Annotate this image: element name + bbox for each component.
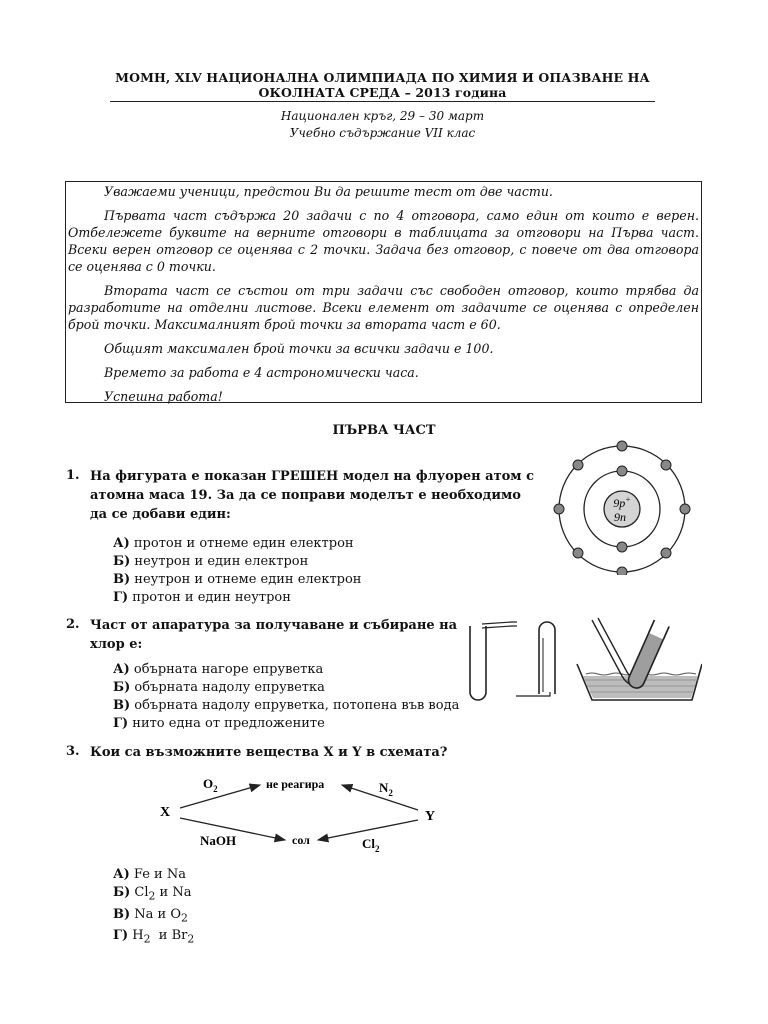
instructions-paragraph: Времето за работа е 4 астрономически часа. bbox=[104, 365, 419, 380]
instructions-box bbox=[65, 181, 702, 403]
electron bbox=[617, 441, 627, 451]
option-subscript: 2 bbox=[148, 889, 156, 903]
answer-option[interactable] bbox=[113, 715, 459, 733]
option-text: обърната надолу епруветка, потопена във вода bbox=[134, 698, 460, 713]
option-text: и Br bbox=[150, 928, 188, 944]
instructions-paragraph: Общият максимален брой точки за всички задачи е 100. bbox=[104, 341, 494, 356]
question-number: 3. bbox=[66, 744, 80, 759]
answer-option[interactable] bbox=[113, 571, 361, 589]
answer-option[interactable] bbox=[113, 679, 459, 697]
nucleus-neutrons-label: 9n bbox=[614, 510, 626, 524]
question-text-line: атомна маса 19. За да се поправи моделът е необходимо bbox=[90, 488, 521, 503]
option-letter: В) bbox=[113, 572, 131, 587]
answer-option[interactable] bbox=[113, 589, 361, 607]
question-1-options bbox=[113, 535, 361, 607]
round-subtitle: Национален кръг, 29 – 30 март bbox=[280, 109, 485, 123]
option-subscript: 2 bbox=[187, 932, 195, 946]
option-letter: Б) bbox=[113, 680, 131, 695]
answer-option[interactable] bbox=[113, 661, 459, 679]
header-title-line1: МОМН, XLV НАЦИОНАЛНА ОЛИМПИАДА ПО ХИМИЯ И ОПАЗВАНЕ НА bbox=[115, 70, 650, 85]
instructions-paragraph: Втората част се състои от три задачи със свободен отговор, които трябва да разработите на отделни листове. Всеки елемент от задачите се оценява с определен брой точки. Максималният брой точки за втората част е 60. bbox=[68, 283, 699, 332]
cl2-label: $Cl_2$ bbox=[362, 836, 380, 854]
question-text-line: да се добави един: bbox=[90, 507, 231, 522]
n2-label: $N_2$ bbox=[379, 780, 393, 798]
upright-test-tube bbox=[470, 622, 517, 700]
electron bbox=[573, 460, 583, 470]
water-trough bbox=[577, 618, 702, 700]
question-text-line: Част от апаратура за получаване и събиране на bbox=[90, 618, 458, 633]
electron bbox=[680, 504, 690, 514]
header-title-line2: ОКОЛНАТА СРЕДА – 2013 година bbox=[258, 85, 507, 100]
question-text-line: хлор е: bbox=[90, 637, 143, 652]
option-text: протон и един неутрон bbox=[132, 590, 291, 605]
answer-option[interactable] bbox=[113, 906, 194, 928]
option-text: Fe и Na bbox=[133, 867, 186, 882]
o2-label: $O_2$ bbox=[203, 776, 218, 794]
question-2-text bbox=[90, 616, 470, 654]
option-letter: А) bbox=[113, 867, 130, 882]
option-text: неутрон и един електрон bbox=[134, 554, 309, 569]
answer-option[interactable] bbox=[113, 884, 194, 906]
naoh-label: NaOH bbox=[200, 833, 237, 848]
option-text: обърната нагоре епруветка bbox=[133, 662, 324, 677]
inverted-test-tube bbox=[516, 622, 555, 696]
electron bbox=[554, 504, 564, 514]
substance-x-label: X bbox=[160, 805, 171, 820]
document-header bbox=[110, 70, 655, 100]
option-text: Cl bbox=[134, 885, 149, 900]
option-text: неутрон и отнеме един електрон bbox=[134, 572, 362, 587]
instructions-paragraph: Уважаеми ученици, предстои Ви да решите тест от две части. bbox=[104, 184, 553, 199]
no-reaction-label: не реагира bbox=[266, 777, 325, 791]
electron bbox=[661, 548, 671, 558]
option-subscript: 2 bbox=[143, 932, 151, 946]
question-3-text: Кои са възможните вещества X и Y в схемата? bbox=[90, 745, 448, 760]
substance-y-label: Y bbox=[425, 809, 436, 824]
option-text: протон и отнеме един електрон bbox=[133, 536, 354, 551]
option-text: и Na bbox=[155, 885, 192, 900]
arrow-x-to-no-reaction bbox=[180, 785, 260, 808]
electron bbox=[617, 567, 627, 575]
option-letter: Г) bbox=[113, 716, 129, 731]
option-text: обърната надолу епруветка bbox=[134, 680, 325, 695]
reaction-scheme bbox=[150, 768, 450, 858]
option-letter: Г) bbox=[113, 590, 129, 605]
answer-option[interactable] bbox=[113, 535, 361, 553]
test-tubes-figure bbox=[462, 614, 702, 704]
option-letter: В) bbox=[113, 906, 131, 922]
electron bbox=[573, 548, 583, 558]
fluorine-atom-figure bbox=[548, 440, 698, 575]
answer-option[interactable] bbox=[113, 697, 459, 715]
option-letter: А) bbox=[113, 662, 130, 677]
option-letter: Б) bbox=[113, 885, 131, 900]
option-letter: А) bbox=[113, 536, 130, 551]
level-subtitle: Учебно съдържание VII клас bbox=[289, 126, 476, 140]
electron bbox=[617, 466, 627, 476]
question-2-options bbox=[113, 661, 459, 733]
option-letter: Б) bbox=[113, 554, 131, 569]
salt-label: сол bbox=[292, 833, 310, 847]
answer-option[interactable] bbox=[113, 553, 361, 571]
option-subscript: 2 bbox=[181, 911, 188, 925]
instructions-paragraph: Първата част съдържа 20 задачи с по 4 отговора, само един от които е верен. Отбележете буквите на верните отговори в таблицата за отговори на Първа част. Всеки верен отговор се оценява с 2 точки. Задача без отговор, с повече от два отговора се оценява с 0 точки. bbox=[68, 208, 699, 274]
question-3-options bbox=[113, 866, 194, 949]
question-number: 1. bbox=[66, 468, 80, 483]
option-letter: Г) bbox=[113, 928, 129, 944]
answer-option[interactable] bbox=[113, 927, 194, 949]
instructions-paragraph: Успешна работа! bbox=[104, 389, 223, 404]
electron bbox=[617, 542, 627, 552]
header-divider bbox=[110, 101, 655, 102]
answer-option[interactable] bbox=[113, 866, 194, 884]
question-number: 2. bbox=[66, 617, 80, 632]
nucleus-protons-label: 9p+ bbox=[613, 495, 631, 510]
question-text-line: На фигурата е показан ГРЕШЕН модел на флуорен атом с bbox=[90, 469, 535, 484]
electron bbox=[661, 460, 671, 470]
option-text: Na и O bbox=[134, 906, 181, 922]
option-text: нито една от предложените bbox=[132, 716, 325, 731]
question-1-text bbox=[90, 467, 540, 524]
option-text: H bbox=[132, 928, 144, 944]
option-letter: В) bbox=[113, 698, 131, 713]
section-title: ПЪРВА ЧАСТ bbox=[332, 423, 436, 438]
